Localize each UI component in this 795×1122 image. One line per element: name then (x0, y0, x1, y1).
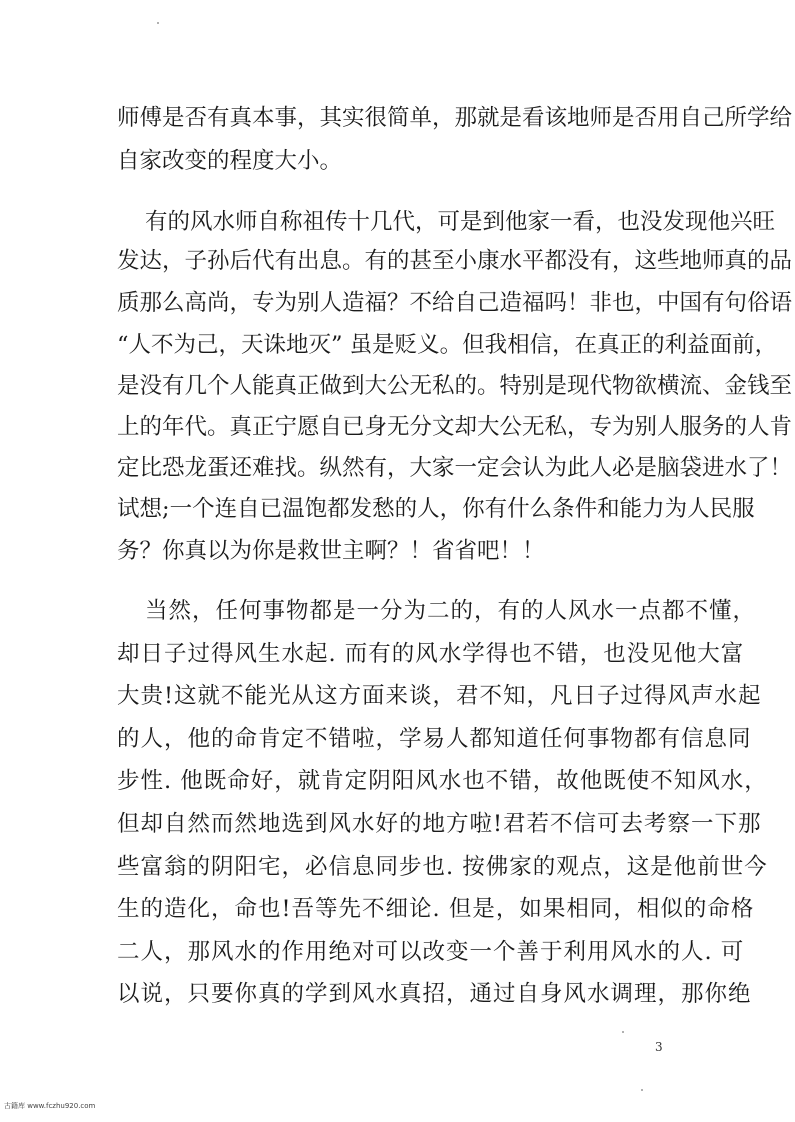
text-line: 师傅是否有真本事，其实很简单，那就是看该地师是否用自己所学给 (117, 105, 793, 131)
scan-speck (622, 1031, 624, 1033)
text-line: 的人，他的命肯定不错啦，学易人都知道任何事物都有信息同 (117, 726, 752, 752)
text-line: 有的风水师自称祖传十几代，可是到他家一看，也没发现他兴旺 (145, 209, 776, 235)
text-line: 当然，任何事物都是一分为二的，有的人风水一点都不懂， (145, 598, 757, 624)
text-line: 试想;一个连自已温饱都发愁的人，你有什么条件和能力为人民服 (117, 496, 755, 522)
text-line: 却日子过得风生水起. 而有的风水学得也不错，也没见他大富 (117, 641, 745, 667)
text-line: 是没有几个人能真正做到大公无私的。特别是现代物欲横流、金钱至 (117, 373, 793, 399)
text-line: 上的年代。真正宁愿自已身无分文却大公无私，专为别人服务的人肯 (117, 414, 793, 440)
scan-speck (641, 1089, 643, 1091)
text-line: 以说，只要你真的学到风水真招，通过自身风水调理，那你绝 (117, 981, 752, 1007)
text-line: 发达，子孙后代有出息。有的甚至小康水平都没有，这些地师真的品 (117, 248, 793, 274)
text-line: 但却自然而然地选到风水好的地方啦!君若不信可去考察一下那 (117, 811, 762, 837)
text-line: 自家改变的程度大小。 (117, 148, 343, 174)
text-line: 大贵!这就不能光从这方面来谈，君不知，凡日子过得风声水起 (117, 683, 762, 709)
text-line: 质那么高尚，专为别人造福？不给自己造福吗！非也，中国有句俗语 (117, 290, 793, 316)
text-line: 定比恐龙蛋还难找。纵然有，大家一定会认为此人必是脑袋进水了！ (117, 455, 793, 481)
text-line: “人不为己，天诛地灭” 虽是贬义。但我相信，在真正的利益面前， (117, 332, 778, 358)
page-number: 3 (655, 1040, 663, 1054)
text-line: 生的造化，命也!吾等先不细论. 但是，如果相同，相似的命格 (117, 896, 755, 922)
text-line: 步性. 他既命好，就肯定阴阳风水也不错，故他既使不知风水， (117, 768, 768, 794)
text-line: 务？你真以为你是救世主啊？！省省吧！！ (117, 538, 545, 564)
scan-speck (157, 22, 159, 24)
text-line: 些富翁的阴阳宅，必信息同步也. 按佛家的观点，这是他前世今 (117, 854, 768, 880)
text-line: 二人，那风水的作用绝对可以改变一个善于利用风水的人. 可 (117, 939, 745, 965)
watermark: 古籍库 www.fczhu920.com (4, 1102, 96, 1110)
